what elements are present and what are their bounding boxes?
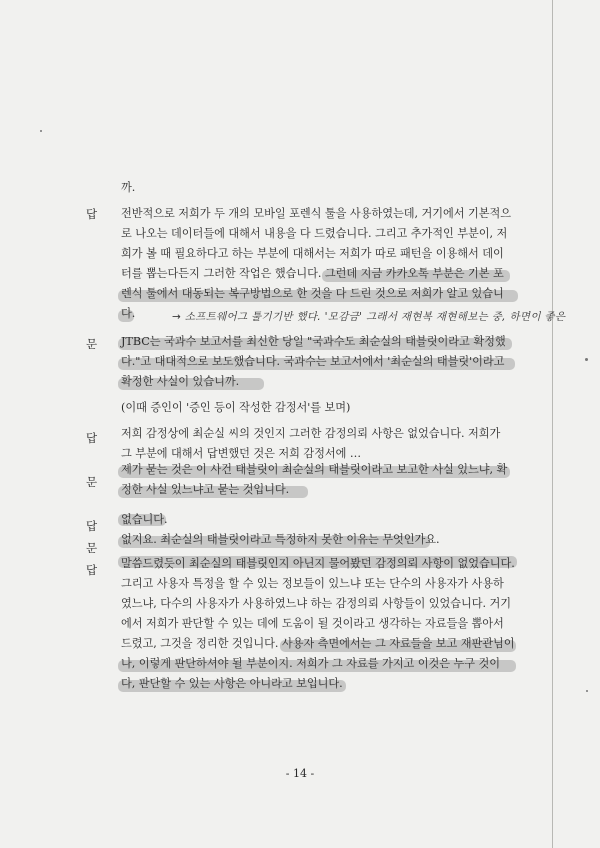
question-label: 문 — [86, 337, 98, 351]
question-label: 문 — [86, 541, 98, 555]
transcript-line: JTBC는 국과수 보고서를 최신한 당일 "국과수도 최순실의 태블릿이라고 확정했 — [121, 335, 506, 348]
transcript-line: 희가 볼 때 필요하다고 하는 부분에 대해서는 저희가 따로 패턴을 이용해서 데이 — [121, 247, 504, 260]
transcript-line: 다. — [121, 307, 136, 320]
answer-label: 답 — [86, 519, 98, 533]
transcript-line: 로 나오는 데이터들에 대해서 내용을 다 드렸습니다. 그리고 추가적인 부분이, 저 — [121, 227, 508, 240]
transcript-line: 터를 뽑는다든지 그러한 작업은 했습니다. 그런데 지금 카카오톡 부분은 기본 포 — [121, 267, 504, 280]
transcript-line: 였느냐, 다수의 사용자가 사용하였느냐 하는 감정의뢰 사항들이 있었습니다. 거기 — [121, 597, 512, 610]
transcript-line: 다, 판단할 수 있는 사항은 아니라고 보입니다. — [121, 677, 343, 690]
transcript-line: 에서 저희가 판단할 수 있는 데에 도움이 될 것이라고 생각하는 자료들을 뽑아서 — [121, 617, 504, 630]
transcript-line: 다."고 대대적으로 보도했습니다. 국과수는 보고서에서 '최순실의 태블릿'이라고 — [121, 355, 505, 368]
transcript-line: 드렸고, 그것을 정리한 것입니다. 사용자 측면에서는 그 자료들을 보고 재판관님이 — [121, 637, 515, 650]
transcript-line: 그리고 사용자 특정을 할 수 있는 정보들이 있느냐 또는 단수의 사용자가 사용하 — [121, 577, 504, 590]
question-label: 문 — [86, 475, 98, 489]
transcript-line: 렌식 툴에서 대동되는 복구방법으로 한 것을 다 드린 것으로 저희가 알고 있습니 — [121, 287, 504, 300]
transcript-line: (이때 증인이 '증인 등이 작성한 감정서'를 보며) — [121, 401, 351, 414]
transcript-line: 까. — [121, 181, 136, 194]
transcript-line: 말씀드렸듯이 최순실의 태블릿인지 아닌지 물어봤던 감정의뢰 사항이 없었습니다. — [121, 557, 515, 570]
transcript-line: 없지요. 최순실의 태블릿이라고 특정하지 못한 이유는 무엇인가요. — [121, 533, 440, 546]
scan-speck — [585, 358, 588, 361]
transcript-line: 전반적으로 저희가 두 개의 모바일 포렌식 툴을 사용하였는데, 거기에서 기본적으 — [121, 207, 512, 220]
transcript-line: 없습니다. — [121, 513, 168, 526]
answer-label: 답 — [86, 431, 98, 445]
transcript-line: 정한 사실 있느냐고 묻는 것입니다. — [121, 483, 290, 496]
transcript-line: 나, 이렇게 판단하셔야 될 부분이지. 저희가 그 자료를 가지고 이것은 누구 것이 — [121, 657, 501, 670]
transcript-line: 확정한 사실이 있습니까. — [121, 375, 240, 388]
transcript-line: 저희 감정상에 최순실 씨의 것인지 그러한 감정의뢰 사항은 없었습니다. 저희가 — [121, 427, 501, 440]
scan-speck — [40, 130, 42, 132]
page-number: - 14 - — [285, 767, 315, 780]
scan-speck — [586, 690, 588, 692]
scan-edge-line — [552, 0, 553, 848]
transcript-line: 그 부분에 대해서 답변했던 것은 저희 감정서에 … — [121, 447, 362, 460]
handwritten-note: → 소프트웨어그 툴기기반 했다. '모감금' 그래서 재현복 재현해보는 중, 하면이 좋은 — [172, 311, 566, 323]
answer-label: 답 — [86, 563, 98, 577]
answer-label: 답 — [86, 207, 98, 221]
transcript-line: 제가 묻는 것은 이 사건 태블릿이 최순실의 태블릿이라고 보고한 사실 있느냐, 확 — [121, 463, 508, 476]
